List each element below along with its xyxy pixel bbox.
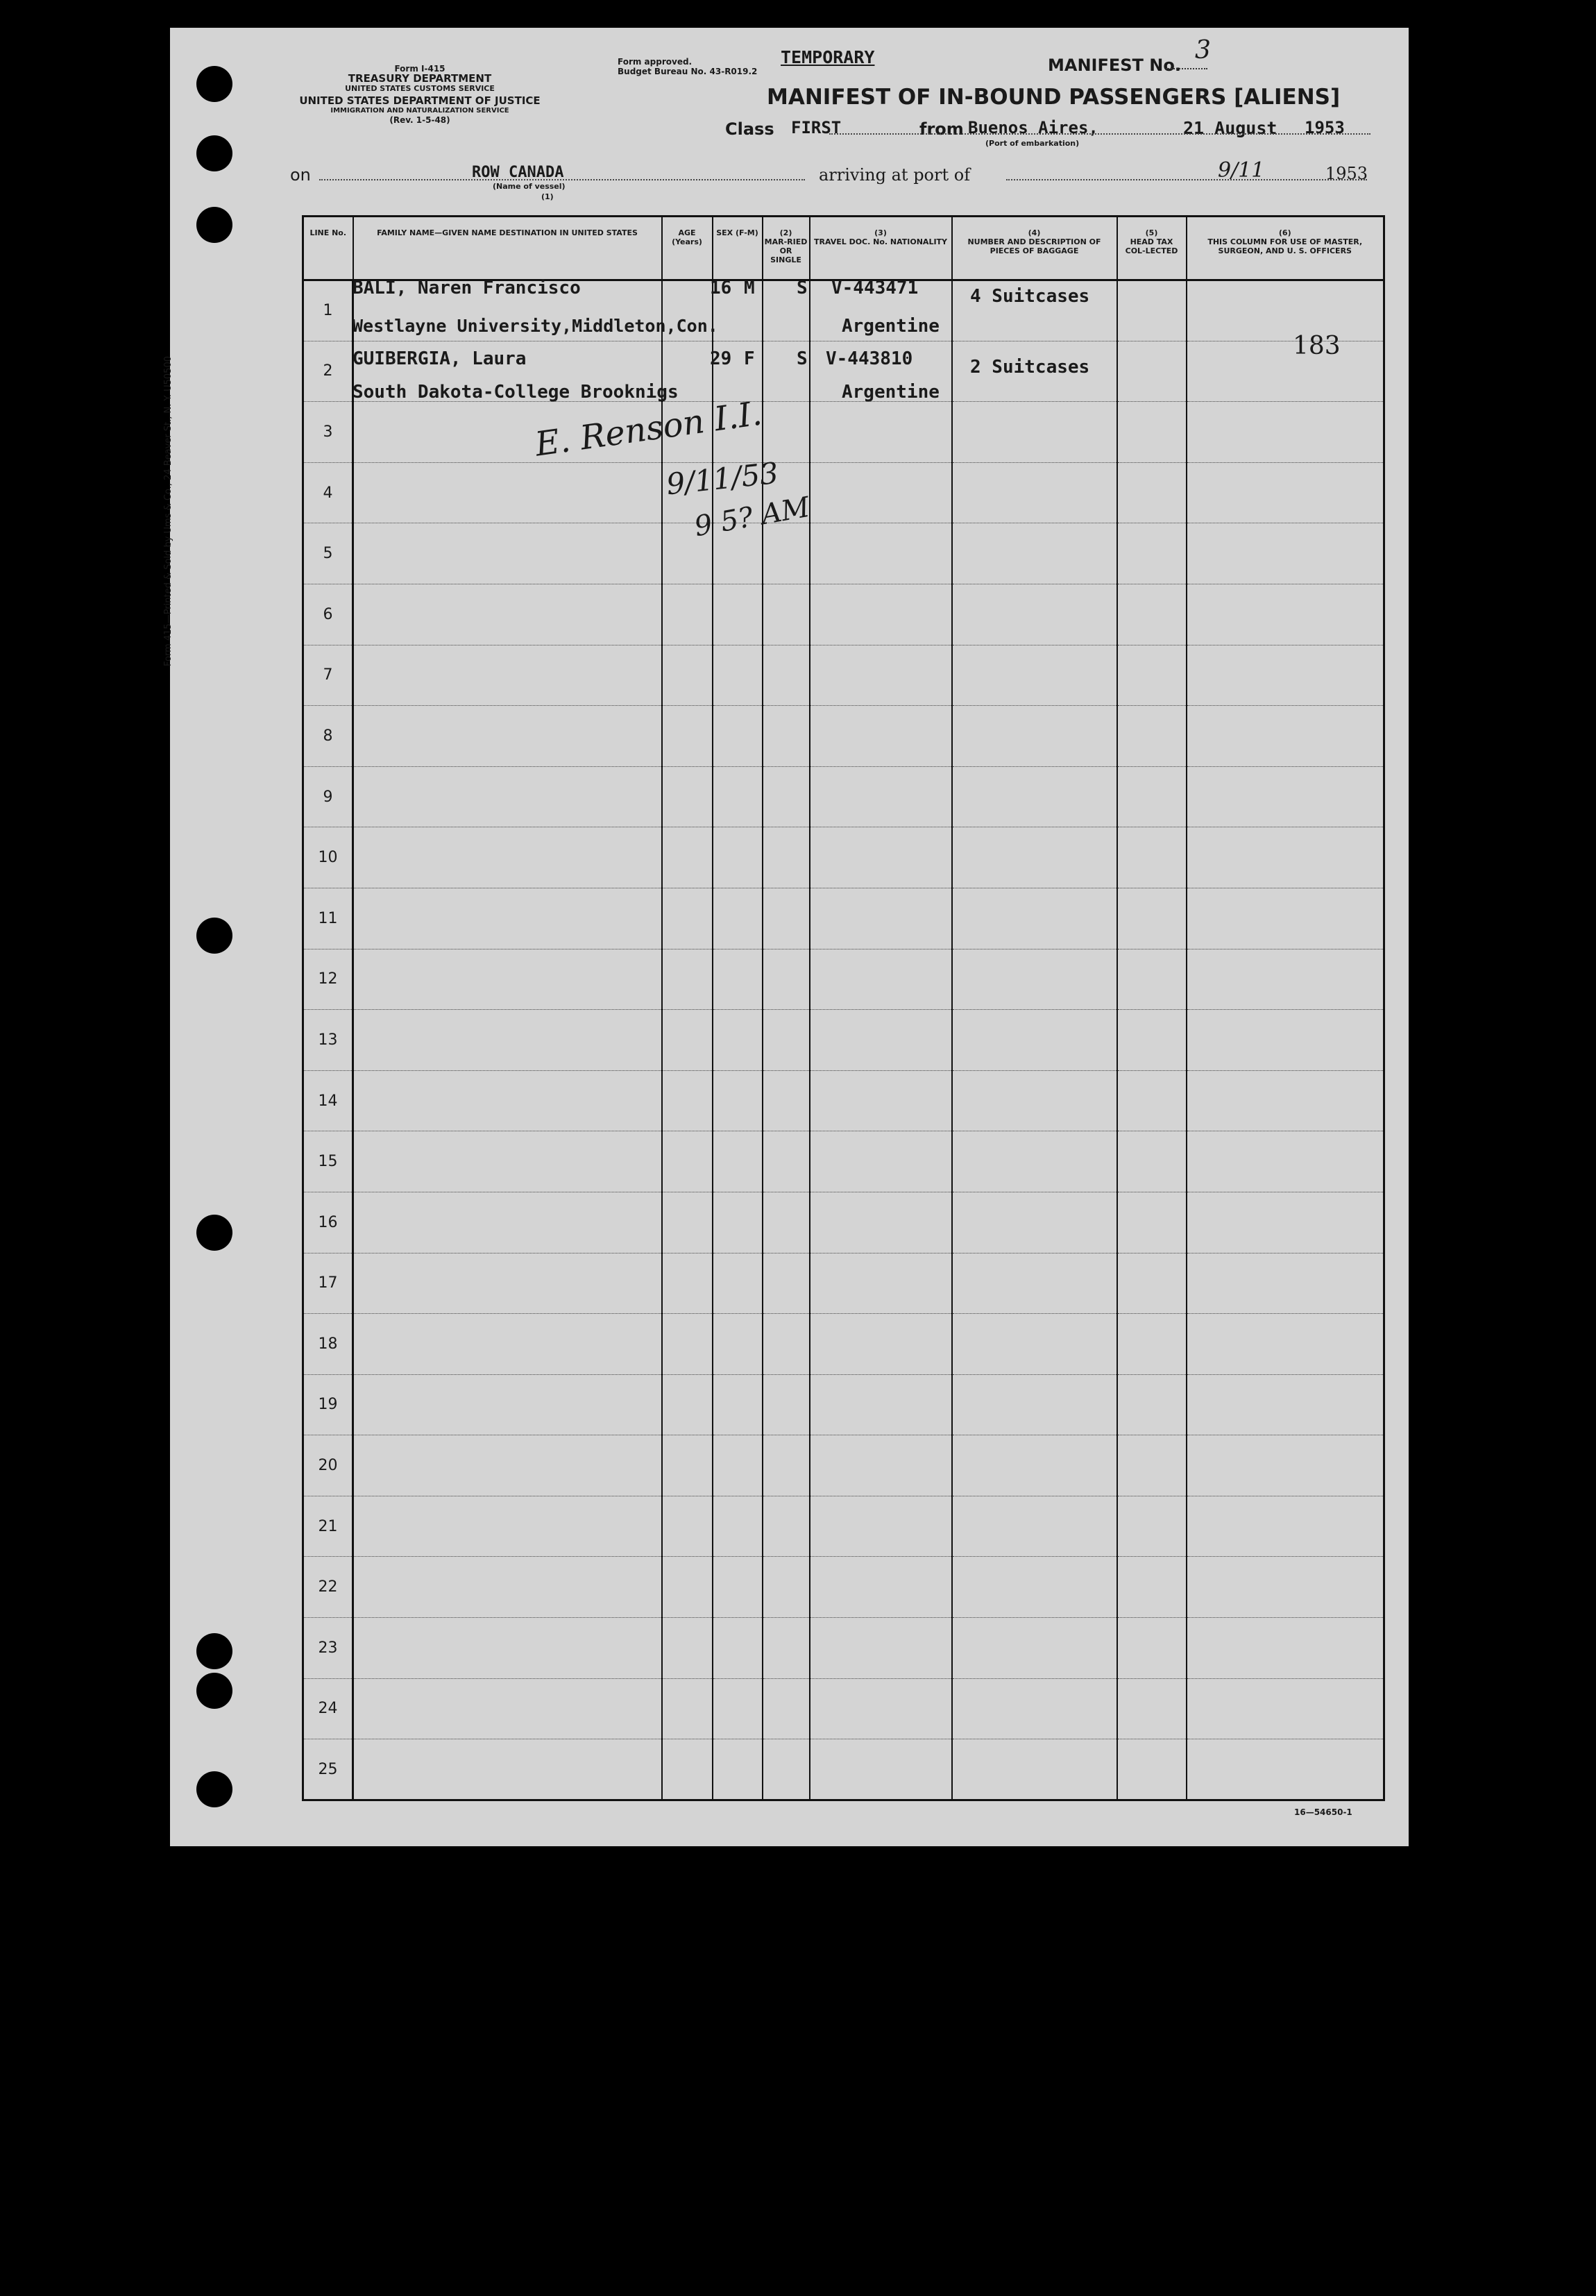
table-cell — [810, 402, 952, 463]
col-baggage: (4) NUMBER AND DESCRIPTION OF PIECES OF BAGGAGE — [952, 217, 1117, 280]
table-row — [303, 584, 1384, 645]
line-number: 16 — [303, 1192, 353, 1253]
line-number: 6 — [303, 584, 353, 645]
table-cell — [1187, 1192, 1384, 1253]
table-cell — [763, 1618, 810, 1679]
table-cell — [952, 1618, 1117, 1679]
table-cell — [810, 1557, 952, 1618]
line-number: 25 — [303, 1739, 353, 1800]
passenger-2-age: 29 — [710, 348, 732, 369]
table-cell — [353, 1314, 662, 1375]
vessel-col-num: (1) — [541, 192, 554, 201]
table-cell — [1117, 888, 1187, 949]
table-cell — [1117, 1131, 1187, 1192]
table-row — [303, 1010, 1384, 1071]
table-cell — [810, 766, 952, 827]
col-travel-doc: (3) TRAVEL DOC. No. NATIONALITY — [810, 217, 952, 280]
table-cell — [353, 1253, 662, 1314]
table-cell — [1187, 1557, 1384, 1618]
justice-dept: UNITED STATES DEPARTMENT OF JUSTICE — [299, 94, 541, 107]
table-cell — [1187, 1678, 1384, 1739]
table-row — [303, 827, 1384, 888]
table-cell — [952, 706, 1117, 767]
table-cell — [763, 1192, 810, 1253]
manifest-title: MANIFEST OF IN-BOUND PASSENGERS [ALIENS] — [767, 85, 1341, 110]
table-cell — [713, 584, 763, 645]
table-cell — [713, 645, 763, 706]
table-row — [303, 1192, 1384, 1253]
col-officers: (6) THIS COLUMN FOR USE OF MASTER, SURGEON, AND U. S. OFFICERS — [1187, 217, 1384, 280]
table-cell — [713, 1496, 763, 1557]
punch-hole — [196, 1771, 232, 1807]
passenger-1-destination: Westlayne University,Middleton,Con. — [353, 316, 718, 336]
punch-hole — [196, 207, 232, 243]
table-cell — [662, 584, 713, 645]
table-cell — [763, 1010, 810, 1071]
table-cell — [353, 1192, 662, 1253]
from-label: from — [919, 119, 964, 139]
table-cell — [353, 1618, 662, 1679]
line-number: 22 — [303, 1557, 353, 1618]
table-cell — [1117, 1374, 1187, 1435]
table-cell — [763, 1496, 810, 1557]
passenger-2-nationality: Argentine — [842, 382, 940, 403]
table-cell — [1187, 523, 1384, 584]
table-cell — [1187, 280, 1384, 341]
table-cell — [1117, 645, 1187, 706]
passenger-2-baggage: 2 Suitcases — [970, 357, 1090, 378]
table-cell — [713, 1739, 763, 1800]
table-cell — [1117, 706, 1187, 767]
table-cell — [353, 1010, 662, 1071]
table-cell — [713, 706, 763, 767]
table-cell — [713, 1435, 763, 1496]
vessel-note: (Name of vessel) — [493, 182, 566, 191]
treasury-dept: TREASURY DEPARTMENT — [348, 72, 492, 85]
line-number: 11 — [303, 888, 353, 949]
line-number: 18 — [303, 1314, 353, 1375]
table-cell — [1117, 1496, 1187, 1557]
line-number: 23 — [303, 1618, 353, 1679]
table-cell — [1117, 341, 1187, 402]
table-cell — [763, 1557, 810, 1618]
departure-year: 1953 — [1305, 118, 1345, 137]
line-number: 14 — [303, 1070, 353, 1131]
table-cell — [810, 1192, 952, 1253]
arrival-year: 1953 — [1325, 164, 1368, 183]
table-cell — [1117, 584, 1187, 645]
line-number: 19 — [303, 1374, 353, 1435]
table-cell — [662, 706, 713, 767]
inspection-time: 9 5? AM — [692, 491, 813, 543]
table-row — [303, 1496, 1384, 1557]
table-cell — [810, 1253, 952, 1314]
table-cell — [713, 1678, 763, 1739]
table-row — [303, 402, 1384, 463]
table-cell — [713, 1618, 763, 1679]
arriving-label: arriving at port of — [819, 165, 971, 185]
passenger-1-doc: V-443471 — [831, 278, 919, 298]
passenger-2-doc: V-443810 — [826, 348, 913, 369]
table-cell — [952, 462, 1117, 523]
table-cell — [353, 1070, 662, 1131]
table-cell — [1187, 645, 1384, 706]
table-cell — [353, 1496, 662, 1557]
class-value: FIRST — [791, 118, 842, 137]
table-cell — [662, 1010, 713, 1071]
table-cell — [1187, 1314, 1384, 1375]
table-row — [303, 1739, 1384, 1800]
customs-service: UNITED STATES CUSTOMS SERVICE — [345, 84, 495, 93]
table-cell — [713, 1070, 763, 1131]
table-cell — [1117, 523, 1187, 584]
table-cell — [1117, 402, 1187, 463]
table-cell — [763, 645, 810, 706]
table-row — [303, 1435, 1384, 1496]
table-cell — [353, 1435, 662, 1496]
form-approved: Form approved. — [618, 57, 693, 67]
table-cell — [1187, 1131, 1384, 1192]
table-cell — [662, 1314, 713, 1375]
table-cell — [1187, 1739, 1384, 1800]
table-cell — [810, 1496, 952, 1557]
table-cell — [1117, 462, 1187, 523]
col-head-tax: (5) HEAD TAX COL-LECTED — [1117, 217, 1187, 280]
table-cell — [662, 888, 713, 949]
table-cell — [353, 706, 662, 767]
table-cell — [952, 949, 1117, 1010]
table-cell — [353, 1557, 662, 1618]
table-cell — [353, 584, 662, 645]
table-cell — [810, 1678, 952, 1739]
passenger-1-baggage: 4 Suitcases — [970, 286, 1090, 307]
table-cell — [353, 462, 662, 523]
passenger-2-marital: S — [797, 348, 808, 369]
passenger-2-sex: F — [744, 348, 755, 369]
table-cell — [952, 645, 1117, 706]
table-cell — [1117, 1678, 1187, 1739]
table-cell — [1187, 888, 1384, 949]
line-number: 9 — [303, 766, 353, 827]
table-cell — [810, 1618, 952, 1679]
manifest-no-label: MANIFEST No. — [1048, 56, 1181, 75]
table-cell — [763, 1435, 810, 1496]
table-cell — [810, 949, 952, 1010]
punch-hole — [196, 1633, 232, 1669]
passenger-table — [302, 215, 1385, 1801]
table-cell — [810, 1010, 952, 1071]
table-cell — [1187, 1070, 1384, 1131]
table-cell — [713, 888, 763, 949]
table-cell — [1187, 1496, 1384, 1557]
table-row — [303, 1253, 1384, 1314]
line-number: 4 — [303, 462, 353, 523]
table-cell — [810, 1070, 952, 1131]
table-cell — [662, 1131, 713, 1192]
table-cell — [662, 1496, 713, 1557]
table-cell — [952, 1314, 1117, 1375]
inspection-date: 9/11/53 — [664, 455, 781, 502]
col-age: AGE (Years) — [662, 217, 713, 280]
table-cell — [713, 1374, 763, 1435]
printer-imprint: Form 415—Printed & Sold by Ums & Co., 24 Beaver St., N. Y. U50500 — [163, 356, 173, 666]
table-cell — [662, 827, 713, 888]
on-label: on — [290, 165, 311, 185]
table-cell — [952, 1131, 1117, 1192]
line-number: 1 — [303, 280, 353, 341]
table-cell — [810, 1131, 952, 1192]
table-cell — [1117, 949, 1187, 1010]
col-married: (2) MAR-RIED OR SINGLE — [763, 217, 810, 280]
table-cell — [763, 706, 810, 767]
table-cell — [353, 1678, 662, 1739]
table-cell — [952, 888, 1117, 949]
table-row — [303, 1314, 1384, 1375]
port-embark-note: (Port of embarkation) — [985, 139, 1080, 148]
table-cell — [1117, 1192, 1187, 1253]
table-row — [303, 523, 1384, 584]
table-cell — [1117, 1618, 1187, 1679]
table-cell — [1187, 706, 1384, 767]
line-number: 13 — [303, 1010, 353, 1071]
punch-hole — [196, 918, 232, 954]
table-cell — [1117, 1739, 1187, 1800]
table-cell — [952, 1070, 1117, 1131]
officer-note: 183 — [1293, 332, 1341, 360]
table-cell — [810, 888, 952, 949]
table-row — [303, 706, 1384, 767]
table-cell — [662, 1435, 713, 1496]
departure-date: 21 August — [1183, 118, 1277, 138]
table-cell — [763, 1070, 810, 1131]
ins-service: IMMIGRATION AND NATURALIZATION SERVICE — [330, 107, 509, 115]
table-cell — [1187, 402, 1384, 463]
punch-hole — [196, 1673, 232, 1709]
table-cell — [1187, 1253, 1384, 1314]
table-cell — [1187, 462, 1384, 523]
table-cell — [810, 827, 952, 888]
table-cell — [713, 766, 763, 827]
vessel-name: ROW CANADA — [472, 164, 564, 181]
table-cell — [662, 1192, 713, 1253]
table-cell — [353, 645, 662, 706]
col-name: FAMILY NAME—GIVEN NAME DESTINATION IN UNITED STATES — [353, 217, 662, 280]
table-cell — [952, 584, 1117, 645]
table-cell — [662, 1678, 713, 1739]
table-cell — [763, 1739, 810, 1800]
table-cell — [1187, 584, 1384, 645]
table-cell — [952, 402, 1117, 463]
table-cell — [810, 1739, 952, 1800]
table-cell — [713, 1192, 763, 1253]
line-number: 8 — [303, 706, 353, 767]
table-cell — [662, 1557, 713, 1618]
table-cell — [763, 1131, 810, 1192]
table-cell — [353, 766, 662, 827]
table-cell — [713, 1253, 763, 1314]
line-number: 17 — [303, 1253, 353, 1314]
table-cell — [952, 1253, 1117, 1314]
table-row — [303, 888, 1384, 949]
table-row — [303, 949, 1384, 1010]
table-cell — [713, 1010, 763, 1071]
line-number: 20 — [303, 1435, 353, 1496]
table-cell — [662, 1070, 713, 1131]
table-cell — [810, 706, 952, 767]
table-cell — [1117, 1557, 1187, 1618]
passenger-2-destination: South Dakota-College Brooknigs — [353, 382, 679, 403]
table-cell — [952, 1010, 1117, 1071]
passenger-1-age: 16 — [710, 278, 732, 298]
form-number: Form I-415 — [394, 64, 445, 74]
line-number: 3 — [303, 402, 353, 463]
budget-bureau: Budget Bureau No. 43-R019.2 — [618, 67, 758, 76]
table-cell — [1117, 1435, 1187, 1496]
table-cell — [952, 1192, 1117, 1253]
table-cell — [952, 1739, 1117, 1800]
table-cell — [1187, 949, 1384, 1010]
table-row — [303, 645, 1384, 706]
table-row — [303, 766, 1384, 827]
line-number: 15 — [303, 1131, 353, 1192]
table-cell — [1117, 766, 1187, 827]
table-cell — [353, 1739, 662, 1800]
table-cell — [763, 827, 810, 888]
table-cell — [1117, 1314, 1187, 1375]
passenger-2-name: GUIBERGIA, Laura — [353, 348, 527, 369]
table-cell — [810, 1435, 952, 1496]
table-cell — [763, 1253, 810, 1314]
table-row — [303, 1374, 1384, 1435]
table-cell — [952, 1557, 1117, 1618]
passenger-1-marital: S — [797, 278, 808, 298]
table-cell — [713, 1131, 763, 1192]
table-cell — [810, 523, 952, 584]
temporary-stamp: TEMPORARY — [781, 47, 875, 67]
arrival-line — [1006, 179, 1367, 180]
table-cell — [662, 1374, 713, 1435]
table-cell — [713, 949, 763, 1010]
table-cell — [353, 1131, 662, 1192]
table-cell — [810, 584, 952, 645]
table-row — [303, 1618, 1384, 1679]
table-cell — [662, 766, 713, 827]
punch-hole — [196, 135, 232, 171]
table-cell — [1187, 1435, 1384, 1496]
table-cell — [763, 766, 810, 827]
arrival-date: 9/11 — [1218, 158, 1265, 183]
table-cell — [1117, 1253, 1187, 1314]
punch-hole — [196, 1215, 232, 1251]
table-cell — [353, 1374, 662, 1435]
table-cell — [763, 584, 810, 645]
passenger-1-name: BALI, Naren Francisco — [353, 278, 581, 298]
table-cell — [353, 827, 662, 888]
table-cell — [810, 1314, 952, 1375]
table-cell — [1187, 766, 1384, 827]
table-cell — [810, 462, 952, 523]
table-cell — [763, 949, 810, 1010]
class-line — [829, 133, 1370, 135]
line-number: 24 — [303, 1678, 353, 1739]
table-row — [303, 1557, 1384, 1618]
table-cell — [810, 645, 952, 706]
table-cell — [1117, 1070, 1187, 1131]
table-cell — [810, 1374, 952, 1435]
table-cell — [763, 888, 810, 949]
table-cell — [763, 1374, 810, 1435]
footer-code: 16—54650-1 — [1294, 1807, 1352, 1817]
table-cell — [952, 1374, 1117, 1435]
table-row — [303, 462, 1384, 523]
table-cell — [763, 402, 810, 463]
table-cell — [763, 1314, 810, 1375]
table-cell — [1117, 827, 1187, 888]
table-cell — [952, 827, 1117, 888]
line-number: 2 — [303, 341, 353, 402]
table-cell — [1187, 827, 1384, 888]
col-sex: SEX (F-M) — [713, 217, 763, 280]
table-cell — [1187, 1374, 1384, 1435]
table-cell — [1187, 341, 1384, 402]
table-cell — [952, 1496, 1117, 1557]
table-cell — [1187, 1010, 1384, 1071]
table-cell — [713, 1557, 763, 1618]
class-label: Class — [725, 119, 774, 139]
line-number: 21 — [303, 1496, 353, 1557]
table-cell — [763, 523, 810, 584]
table-row — [303, 1131, 1384, 1192]
revision: (Rev. 1-5-48) — [389, 115, 450, 125]
table-cell — [713, 1314, 763, 1375]
table-cell — [952, 1435, 1117, 1496]
table-cell — [952, 523, 1117, 584]
table-cell — [952, 766, 1117, 827]
table-cell — [662, 1739, 713, 1800]
line-number: 10 — [303, 827, 353, 888]
col-line: LINE No. — [303, 217, 353, 280]
table-cell — [1117, 1010, 1187, 1071]
table-cell — [353, 949, 662, 1010]
table-cell — [353, 523, 662, 584]
table-cell — [662, 645, 713, 706]
table-cell — [1187, 1618, 1384, 1679]
table-cell — [662, 1253, 713, 1314]
header-row — [303, 217, 1384, 280]
table-cell — [353, 888, 662, 949]
manifest-no-value: 3 — [1195, 36, 1211, 65]
table-cell — [662, 1618, 713, 1679]
manifest-no-line — [1166, 68, 1207, 69]
table-cell — [952, 1678, 1117, 1739]
table-cell — [763, 1678, 810, 1739]
table-cell — [713, 827, 763, 888]
line-number: 7 — [303, 645, 353, 706]
line-number: 5 — [303, 523, 353, 584]
table-cell — [1117, 280, 1187, 341]
punch-hole — [196, 66, 232, 102]
table-row — [303, 1678, 1384, 1739]
passenger-1-nationality: Argentine — [842, 316, 940, 337]
table-row — [303, 1070, 1384, 1131]
table-cell — [662, 949, 713, 1010]
inspector-signature: E. Renson I.I. — [532, 394, 765, 464]
line-number: 12 — [303, 949, 353, 1010]
passenger-1-sex: M — [744, 278, 755, 298]
from-value: Buenos Aires, — [968, 118, 1098, 137]
